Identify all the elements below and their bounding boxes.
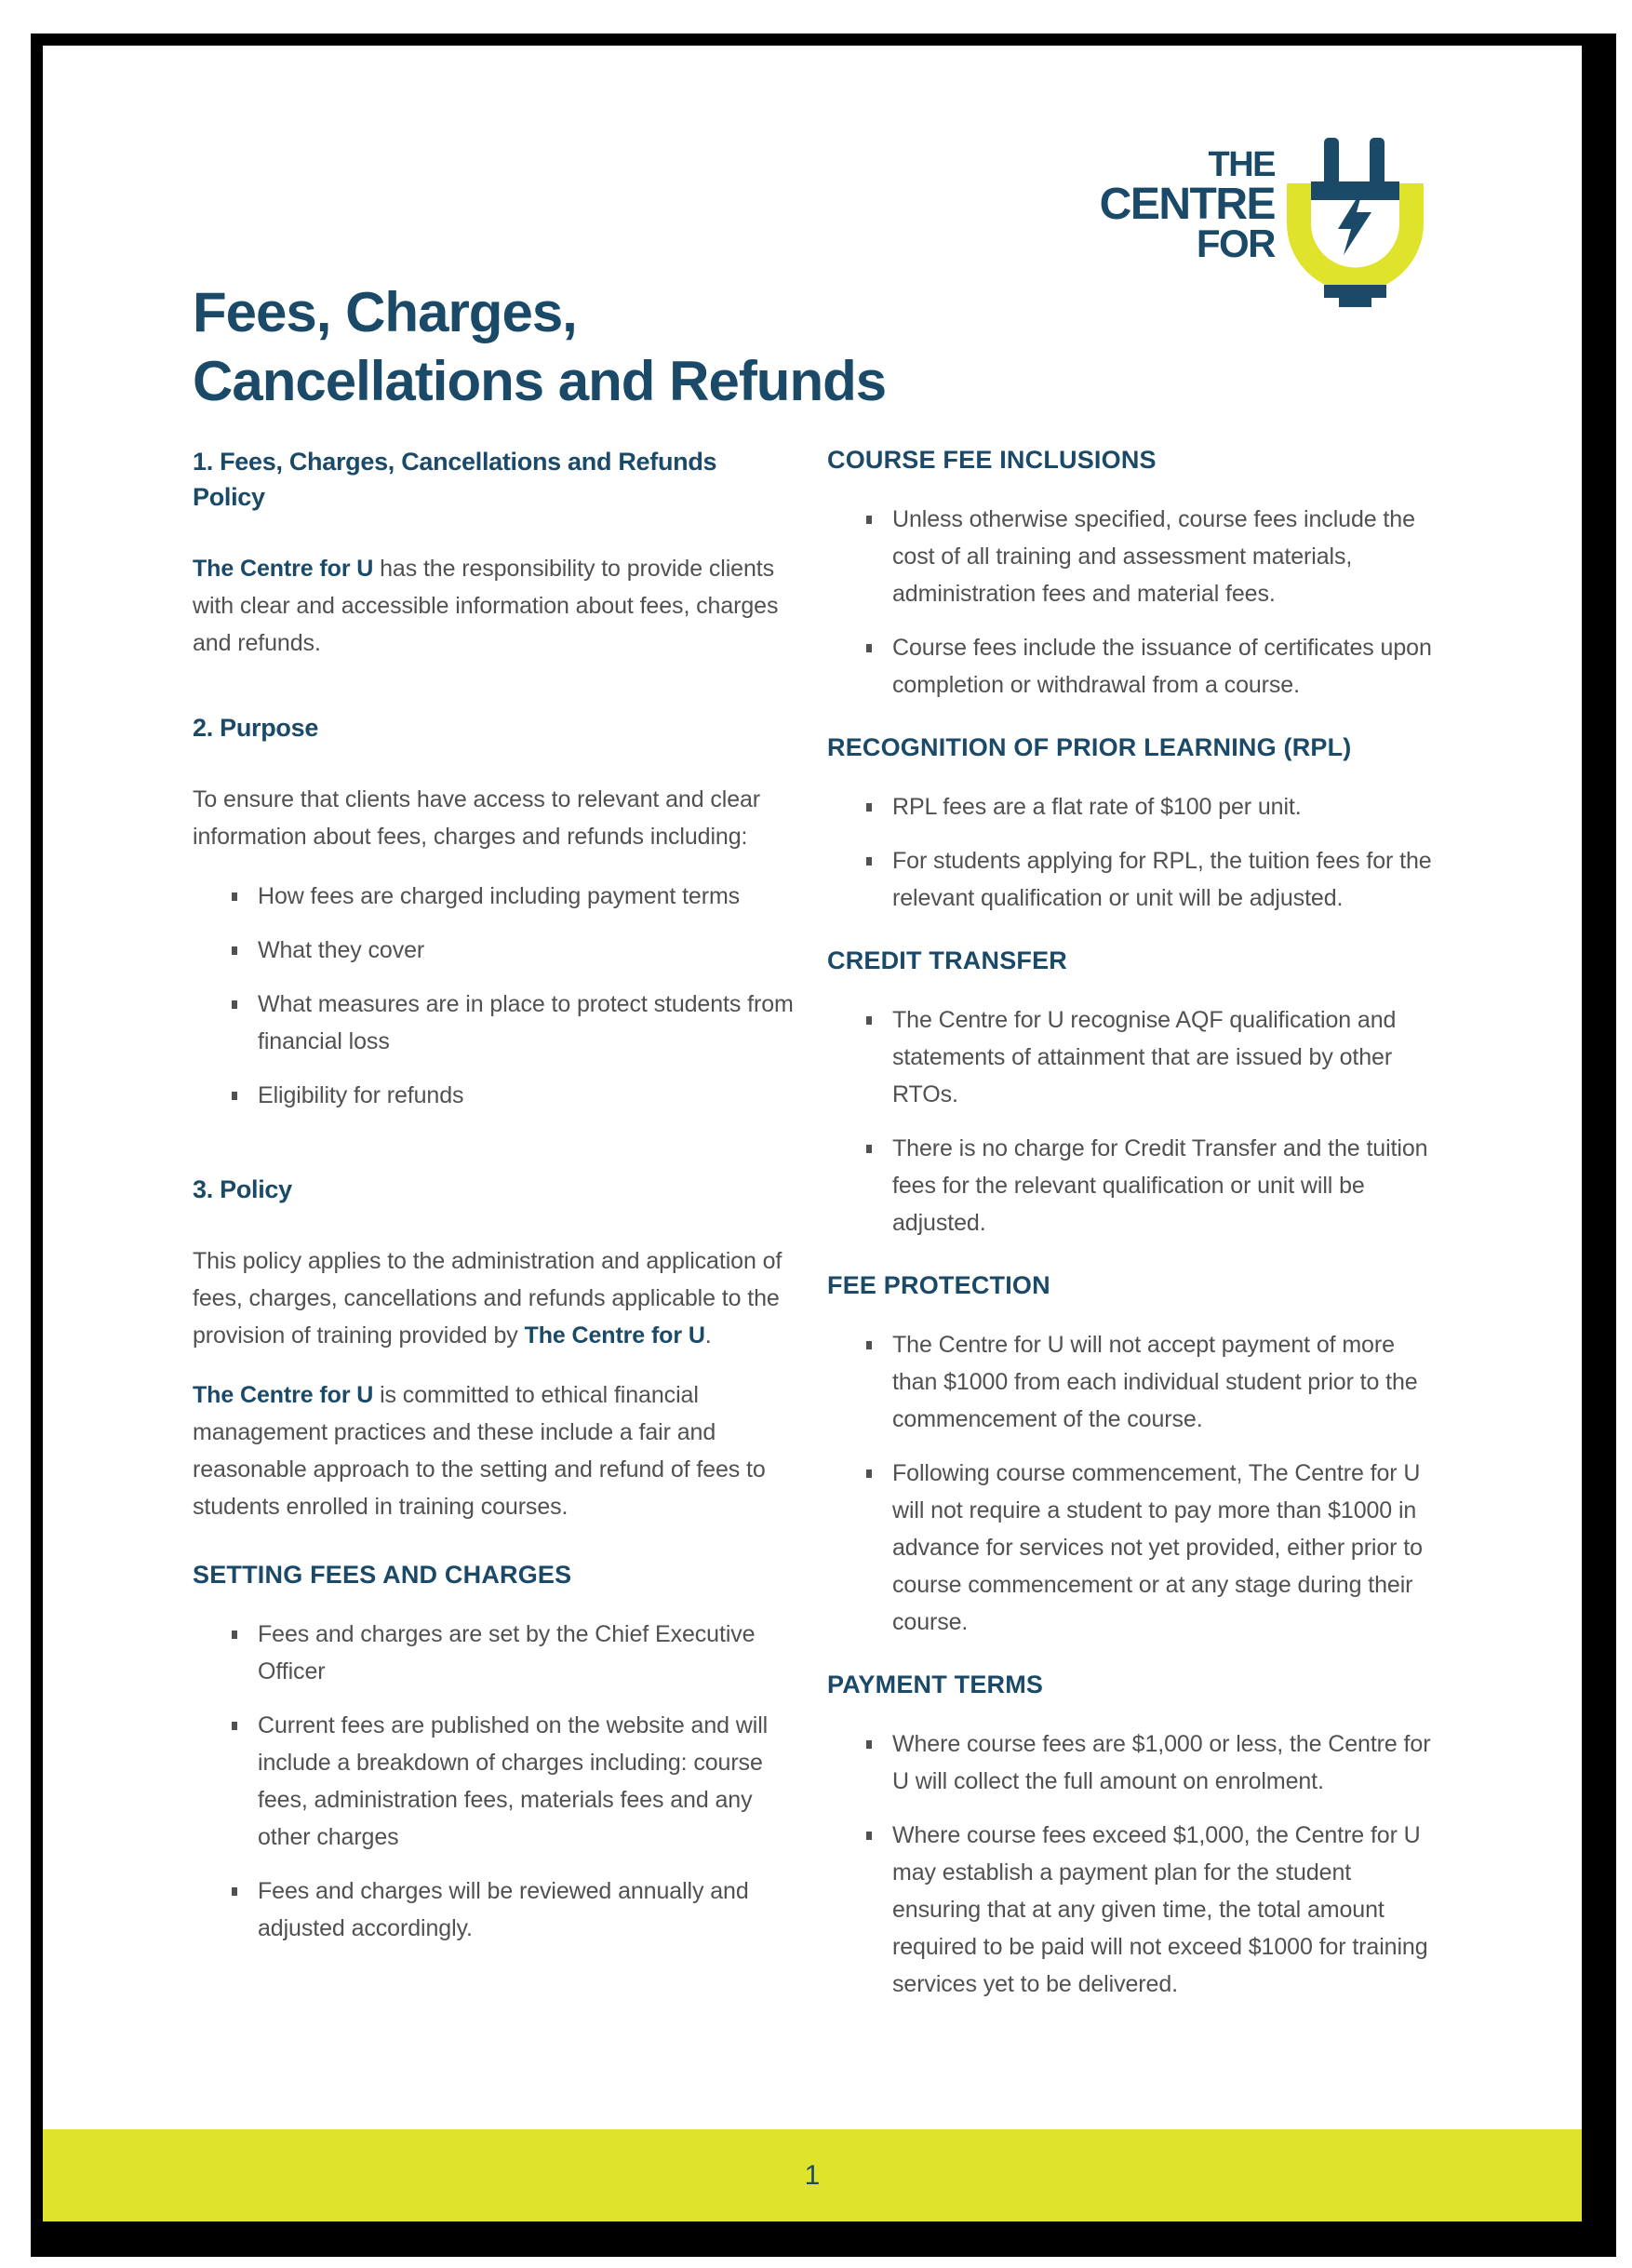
bullet-item: There is no charge for Credit Transfer and the tuition fees for the relevant qualification or unit will be adjusted. bbox=[827, 1130, 1433, 1241]
course-fee-inclusions-subheading: COURSE FEE INCLUSIONS bbox=[827, 446, 1157, 474]
bullet-item: How fees are charged including payment terms bbox=[193, 878, 797, 915]
rpl-list bbox=[827, 788, 1433, 917]
two-column-body bbox=[193, 444, 1433, 2031]
page-frame bbox=[31, 34, 1616, 2257]
setting-fees-bullet-list bbox=[193, 1616, 797, 1947]
course-fee-inclusions-section bbox=[827, 444, 1433, 704]
fee-protection-section bbox=[827, 1269, 1433, 1641]
org-name-bold: The Centre for U bbox=[193, 556, 374, 582]
section-1-heading-line2: Policy bbox=[193, 483, 265, 511]
bullet-item: Eligibility for refunds bbox=[193, 1077, 797, 1114]
credit-transfer-subheading: CREDIT TRANSFER bbox=[827, 946, 1067, 974]
bullet-item: Where course fees are $1,000 or less, the Centre for U will collect the full amount on enrolment. bbox=[827, 1725, 1433, 1800]
centre-for-u-logo bbox=[1100, 138, 1424, 307]
left-column bbox=[193, 444, 797, 2031]
section-1-heading bbox=[193, 444, 797, 515]
bullet-item: Course fees include the issuance of certificates upon completion or withdrawal from a course. bbox=[827, 629, 1433, 704]
section-2-heading: 2. Purpose bbox=[193, 714, 319, 742]
credit-transfer-list bbox=[827, 1001, 1433, 1241]
payment-terms-list bbox=[827, 1725, 1433, 2003]
document-title-line1: Fees, Charges, bbox=[193, 281, 577, 344]
logo-word-for: FOR bbox=[1196, 221, 1275, 265]
course-fee-inclusions-list bbox=[827, 501, 1433, 704]
bullet-item: The Centre for U recognise AQF qualification and statements of attainment that are issued by other RTOs. bbox=[827, 1001, 1433, 1113]
credit-transfer-section bbox=[827, 945, 1433, 1241]
fee-protection-list bbox=[827, 1326, 1433, 1641]
setting-fees-subheading: SETTING FEES AND CHARGES bbox=[193, 1561, 572, 1589]
section-3-paragraph-2 bbox=[193, 1376, 797, 1525]
rpl-section bbox=[827, 731, 1433, 917]
right-column bbox=[827, 444, 1433, 2031]
logo-word-centre: CENTRE bbox=[1099, 180, 1275, 229]
section-2-intro: To ensure that clients have access to relevant and clear information about fees, charges and refunds including: bbox=[193, 786, 761, 850]
payment-terms-subheading: PAYMENT TERMS bbox=[827, 1671, 1044, 1698]
section-3-paragraph-1-text: This policy applies to the administration and application of fees, charges, cancellations and refunds applicable to the provision of training provided by bbox=[193, 1248, 783, 1349]
section-1-heading-line1: 1. Fees, Charges, Cancellations and Refunds bbox=[193, 448, 717, 476]
section-3-heading: 3. Policy bbox=[193, 1175, 292, 1203]
bullet-item: What they cover bbox=[193, 932, 797, 969]
document-title bbox=[193, 278, 886, 416]
bullet-item: Where course fees exceed $1,000, the Centre for U may establish a payment plan for the student ensuring that at any given time, the total amount required to be paid will not exceed $1000 for training services yet to be delivered. bbox=[827, 1817, 1433, 2003]
section-3-paragraph-1-period: . bbox=[704, 1322, 712, 1349]
purpose-bullet-list bbox=[193, 878, 797, 1114]
section-1-paragraph-text: has the responsibility to provide clients with clear and accessible information about fees, charges and refunds. bbox=[193, 556, 779, 656]
document-title-line2: Cancellations and Refunds bbox=[193, 350, 887, 413]
payment-terms-section bbox=[827, 1669, 1433, 2003]
bullet-item: RPL fees are a flat rate of $100 per unit. bbox=[827, 788, 1433, 825]
page-content bbox=[43, 46, 1582, 2221]
bullet-item: Fees and charges will be reviewed annually and adjusted accordingly. bbox=[193, 1872, 797, 1947]
footer-bar bbox=[43, 2129, 1582, 2221]
org-name-bold: The Centre for U bbox=[193, 1382, 374, 1408]
bullet-item: For students applying for RPL, the tuition fees for the relevant qualification or unit will be adjusted. bbox=[827, 842, 1433, 917]
logo-word-the: THE bbox=[1208, 145, 1275, 184]
bullet-item: Unless otherwise specified, course fees include the cost of all training and assessment materials, administration fees and material fees. bbox=[827, 501, 1433, 612]
page-number: 1 bbox=[804, 2159, 821, 2191]
section-1-paragraph bbox=[193, 550, 797, 662]
org-name-bold: The Centre for U bbox=[524, 1322, 705, 1349]
plug-u-icon bbox=[1287, 138, 1424, 307]
bullet-item: Following course commencement, The Centre for U will not require a student to pay more than $1000 in advance for services not yet provided, either prior to course commencement or at any stage during their course. bbox=[827, 1455, 1433, 1641]
section-3-paragraph-2-text: is committed to ethical financial management practices and these include a fair and reasonable approach to the setting and refund of fees to students enrolled in training courses. bbox=[193, 1382, 766, 1520]
bullet-item: Current fees are published on the website and will include a breakdown of charges including: course fees, administration fees, materials fees and any other charges bbox=[193, 1707, 797, 1856]
bullet-item: What measures are in place to protect students from financial loss bbox=[193, 986, 797, 1060]
bullet-item: Fees and charges are set by the Chief Executive Officer bbox=[193, 1616, 797, 1690]
rpl-subheading: RECOGNITION OF PRIOR LEARNING (RPL) bbox=[827, 733, 1352, 761]
fee-protection-subheading: FEE PROTECTION bbox=[827, 1271, 1050, 1299]
logo-wordmark bbox=[1099, 145, 1275, 265]
section-3-paragraph-1 bbox=[193, 1242, 797, 1354]
bullet-item: The Centre for U will not accept payment of more than $1000 from each individual student prior to the commencement of the course. bbox=[827, 1326, 1433, 1438]
